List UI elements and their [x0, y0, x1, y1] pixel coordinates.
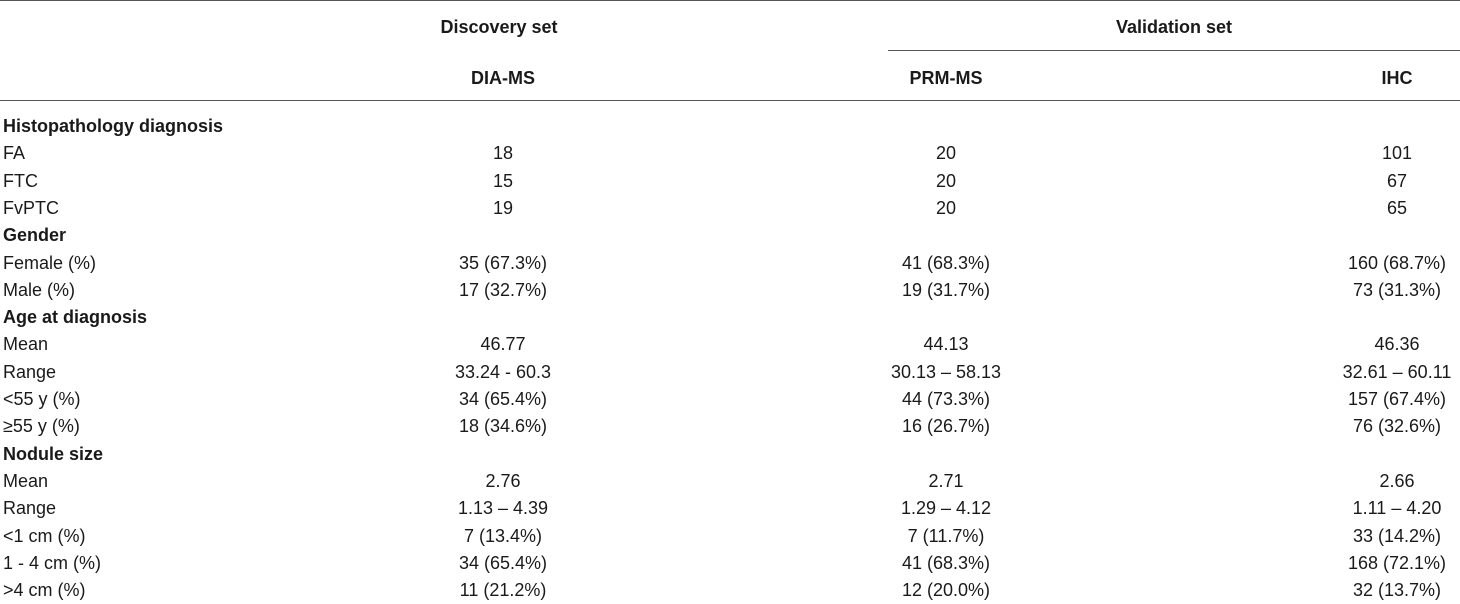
ihc-cell: 67: [1386, 170, 1408, 191]
prm-ms-cell: 20: [935, 170, 957, 191]
header-discovery-set: Discovery set: [440, 17, 558, 37]
ihc-cell: 2.66: [1379, 470, 1415, 491]
row-label: Range: [3, 361, 57, 382]
row-label: Range: [3, 498, 57, 519]
table-row: [0, 523, 1460, 550]
section-header-row: [0, 113, 1460, 140]
prm-ms-cell: 16 (26.7%): [901, 416, 991, 437]
row-label: Female (%): [3, 252, 97, 273]
ihc-cell: 168 (72.1%): [1347, 552, 1447, 573]
dia-ms-cell: 34 (65.4%): [458, 552, 548, 573]
dia-ms-cell: 46.77: [480, 334, 526, 355]
prm-ms-cell: 44 (73.3%): [901, 389, 991, 409]
section-header-row: [0, 441, 1460, 468]
header-prm-ms: PRM-MS: [909, 68, 983, 88]
table-row: [0, 386, 1460, 413]
ihc-cell: 32 (13.7%): [1352, 580, 1442, 601]
table-row: [0, 550, 1460, 577]
row-label: FvPTC: [3, 197, 59, 218]
ihc-cell: 76 (32.6%): [1352, 416, 1442, 437]
table-row: [0, 277, 1460, 304]
row-label: FA: [3, 143, 26, 164]
dia-ms-cell: 18 (34.6%): [458, 416, 548, 437]
ihc-cell: 65: [1386, 197, 1408, 218]
row-label: 1 - 4 cm (%): [3, 552, 102, 573]
prm-ms-cell: 20: [935, 197, 957, 218]
prm-ms-cell: 30.13 – 58.13: [890, 361, 1002, 382]
table-row: [0, 495, 1460, 522]
dia-ms-cell: 19: [492, 197, 514, 218]
row-label: FTC: [3, 170, 38, 191]
table-row: [0, 331, 1460, 358]
table-row: [0, 250, 1460, 277]
prm-ms-cell: 2.71: [928, 470, 964, 491]
prm-ms-cell: 44.13: [923, 334, 969, 355]
dia-ms-cell: 11 (21.2%): [459, 580, 547, 601]
table-row: [0, 468, 1460, 495]
header-validation-set: Validation set: [1115, 17, 1233, 37]
table-row: [0, 140, 1460, 167]
dia-ms-cell: 18: [492, 143, 514, 164]
prm-ms-cell: 12 (20.0%): [901, 580, 991, 601]
row-label: Mean: [3, 334, 49, 355]
section-label: Nodule size: [3, 443, 104, 464]
ihc-cell: 1.11 – 4.20: [1352, 498, 1442, 519]
dia-ms-cell: 7 (13.4%): [463, 525, 543, 546]
dia-ms-cell: 1.13 – 4.39: [457, 498, 549, 519]
header-dia-ms: DIA-MS: [471, 68, 535, 88]
ihc-cell: 73 (31.3%): [1352, 279, 1442, 300]
prm-ms-cell: 1.29 – 4.12: [900, 498, 992, 519]
row-label: <1 cm (%): [3, 525, 86, 546]
top-rule: [0, 0, 1460, 1]
section-label: Gender: [3, 225, 67, 246]
prm-ms-cell: 7 (11.7%): [907, 525, 985, 546]
section-label: Age at diagnosis: [3, 307, 148, 328]
prm-ms-cell: 41 (68.3%): [901, 252, 991, 273]
row-label: <55 y (%): [3, 389, 81, 409]
header-rule: [0, 100, 1460, 101]
dia-ms-cell: 33.24 - 60.3: [454, 361, 552, 382]
table-row: [0, 577, 1460, 604]
ihc-cell: 160 (68.7%): [1347, 252, 1447, 273]
dia-ms-cell: 35 (67.3%): [458, 252, 548, 273]
prm-ms-cell: 41 (68.3%): [901, 552, 991, 573]
table-row: [0, 195, 1460, 222]
dia-ms-cell: 34 (65.4%): [458, 389, 548, 409]
section-label: Histopathology diagnosis: [3, 116, 224, 136]
row-label: >4 cm (%): [3, 580, 86, 601]
ihc-cell: 32.61 – 60.11: [1342, 361, 1452, 382]
dia-ms-cell: 17 (32.7%): [458, 279, 548, 300]
ihc-cell: 46.36: [1374, 334, 1420, 355]
row-label: ≥55 y (%): [3, 416, 80, 437]
section-header-row: [0, 222, 1460, 249]
header-ihc: IHC: [1381, 68, 1413, 88]
ihc-cell: 101: [1381, 143, 1413, 164]
section-header-row: [0, 304, 1460, 331]
table-row: [0, 359, 1460, 386]
table-row: [0, 168, 1460, 195]
validation-set-rule: [888, 50, 1460, 51]
ihc-cell: 157 (67.4%): [1347, 389, 1447, 409]
dia-ms-cell: 15: [492, 170, 514, 191]
prm-ms-cell: 20: [935, 143, 957, 164]
ihc-cell: 33 (14.2%): [1352, 525, 1442, 546]
dia-ms-cell: 2.76: [485, 470, 521, 491]
table-row: [0, 413, 1460, 440]
prm-ms-cell: 19 (31.7%): [901, 279, 991, 300]
row-label: Mean: [3, 470, 49, 491]
row-label: Male (%): [3, 279, 76, 300]
